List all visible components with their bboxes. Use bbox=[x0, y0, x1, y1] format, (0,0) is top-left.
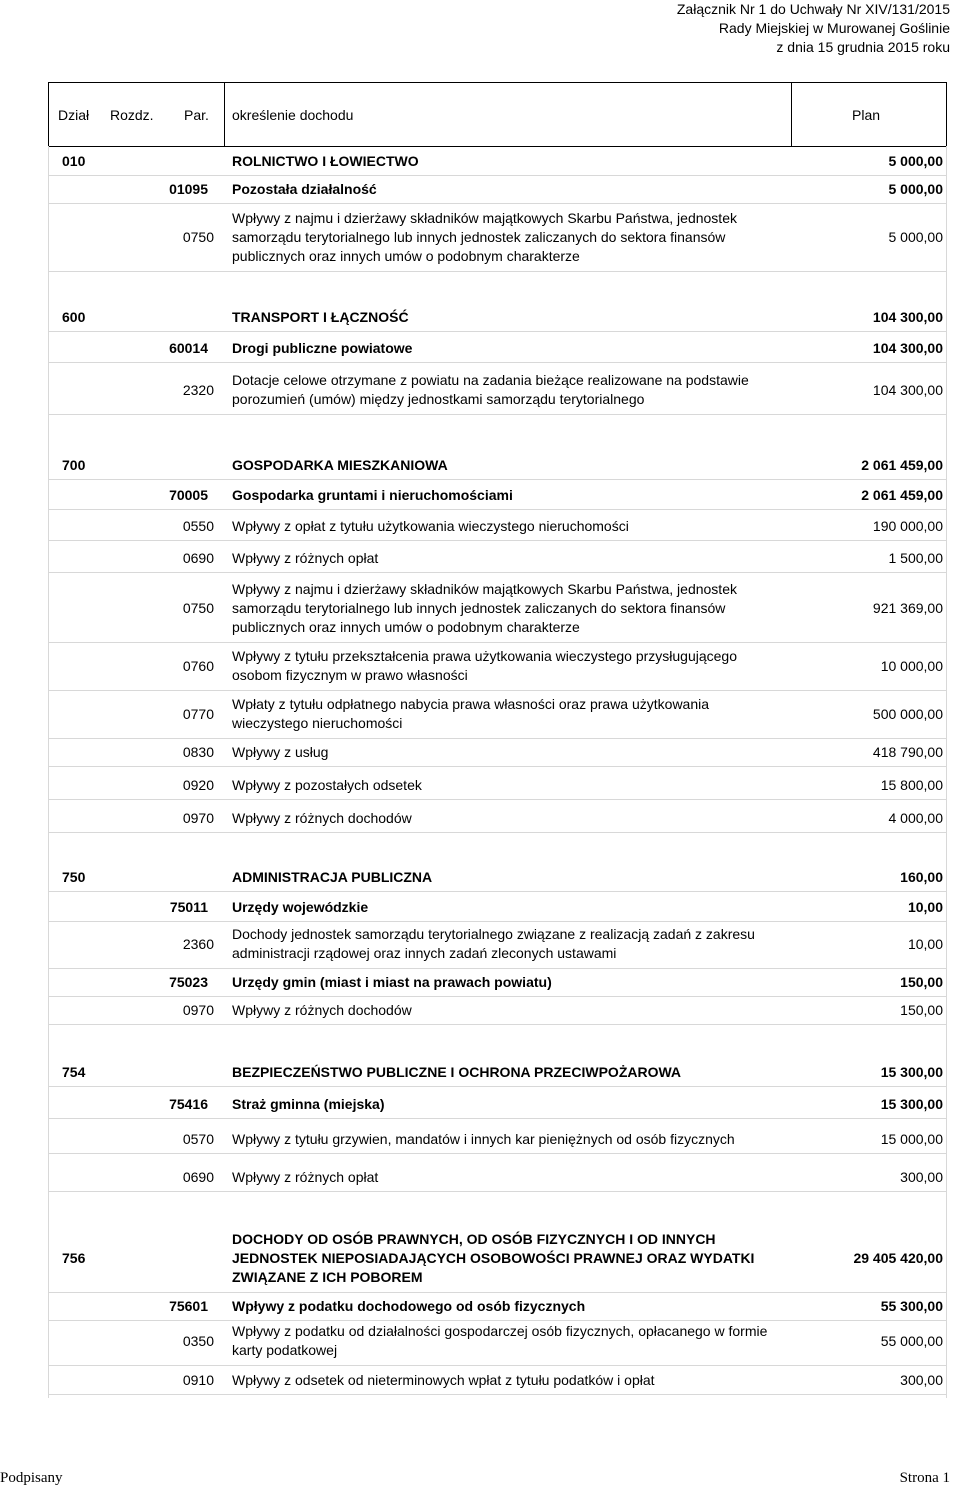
description: Wpływy z odsetek od nieterminowych wpłat z tytułu podatków i opłat bbox=[232, 1371, 655, 1388]
par-code: 0910 bbox=[182, 1372, 214, 1388]
paragraph-row bbox=[48, 645, 947, 687]
description: Urzędy gmin (miast i miast na prawach powiatu) bbox=[232, 973, 552, 990]
plan-value: 29 405 420,00 bbox=[853, 1250, 943, 1266]
paragraph-row bbox=[48, 741, 947, 763]
par-code: 0830 bbox=[182, 744, 214, 760]
paragraph-row bbox=[48, 547, 947, 569]
chapter-row bbox=[48, 896, 947, 918]
dzial-code: 700 bbox=[62, 457, 86, 473]
plan-value: 10,00 bbox=[907, 899, 943, 915]
description: Wpłaty z tytułu odpłatnego nabycia prawa własności oraz prawa użytkowania wieczystego nieruchomości bbox=[232, 696, 710, 731]
par-code: 0770 bbox=[182, 706, 214, 722]
paragraph-row bbox=[48, 369, 947, 411]
section-row bbox=[48, 454, 947, 476]
column-header-rozdz: Rozdz. bbox=[110, 107, 154, 123]
section-row bbox=[48, 306, 947, 328]
rule-line bbox=[48, 203, 947, 204]
plan-value: 300,00 bbox=[900, 1372, 943, 1388]
section-row bbox=[48, 1227, 947, 1289]
plan-value: 10,00 bbox=[907, 936, 943, 952]
rule-line bbox=[48, 766, 947, 767]
par-code: 0920 bbox=[182, 777, 214, 793]
page-number: Strona 1 bbox=[899, 1470, 950, 1486]
par-code: 0970 bbox=[182, 810, 214, 826]
plan-value: 104 300,00 bbox=[872, 309, 943, 325]
plan-value: 418 790,00 bbox=[872, 744, 943, 760]
plan-value: 160,00 bbox=[900, 869, 943, 885]
column-header-par: Par. bbox=[184, 107, 209, 123]
dzial-code: 750 bbox=[62, 869, 86, 885]
paragraph-row bbox=[48, 999, 947, 1021]
signed-label: Podpisany bbox=[0, 1470, 63, 1486]
section-row bbox=[48, 1061, 947, 1083]
paragraph-row bbox=[48, 1320, 947, 1362]
description: Wpływy z różnych opłat bbox=[232, 549, 379, 566]
column-header-opis: określenie dochodu bbox=[232, 107, 354, 123]
plan-value: 55 000,00 bbox=[880, 1333, 943, 1349]
description: Pozostała działalność bbox=[232, 180, 377, 197]
description: ROLNICTWO I ŁOWIECTWO bbox=[232, 152, 419, 169]
rule-line bbox=[48, 1191, 947, 1192]
chapter-row bbox=[48, 178, 947, 200]
plan-value: 5 000,00 bbox=[888, 153, 943, 169]
rule-line bbox=[48, 175, 947, 176]
rule-line bbox=[48, 362, 947, 363]
plan-value: 500 000,00 bbox=[872, 706, 943, 722]
plan-value: 104 300,00 bbox=[872, 382, 943, 398]
description: Wpływy z najmu i dzierżawy składników majątkowych Skarbu Państwa, jednostek samorządu terytorialnego lub innych jednostek zaliczanych do sektora finansów publicznych oraz innych umów o podobnym charakterze bbox=[232, 580, 737, 635]
par-code: 0750 bbox=[182, 600, 214, 616]
par-code: 2320 bbox=[182, 382, 214, 398]
par-code: 0550 bbox=[182, 518, 214, 534]
rule-line bbox=[48, 891, 947, 892]
paragraph-row bbox=[48, 1369, 947, 1391]
description: Wpływy z podatku dochodowego od osób fizycznych bbox=[232, 1297, 586, 1314]
par-code: 0690 bbox=[182, 1169, 214, 1185]
rule-line bbox=[48, 1118, 947, 1119]
plan-value: 150,00 bbox=[900, 1002, 943, 1018]
rule-line bbox=[48, 996, 947, 997]
description: Wpływy z podatku od działalności gospodarczej osób fizycznych, opłacanego w formie karty podatkowej bbox=[232, 1323, 768, 1358]
section-row bbox=[48, 866, 947, 888]
plan-value: 5 000,00 bbox=[888, 229, 943, 245]
rule-line bbox=[48, 690, 947, 691]
rozdz-code: 01095 bbox=[169, 181, 208, 197]
description: Wpływy z różnych dochodów bbox=[232, 809, 412, 826]
paragraph-row bbox=[48, 206, 947, 268]
paragraph-row bbox=[48, 577, 947, 639]
plan-value: 104 300,00 bbox=[872, 340, 943, 356]
description: DOCHODY OD OSÓB PRAWNYCH, OD OSÓB FIZYCZNYCH I OD INNYCH JEDNOSTEK NIEPOSIADAJĄCYCH OSOBOWOŚCI PRAWNEJ ORAZ WYDATKI ZWIĄZANE Z ICH POBOREM bbox=[232, 1230, 755, 1285]
rule-line bbox=[48, 479, 947, 480]
rule-line bbox=[48, 921, 947, 922]
description: Straż gminna (miejska) bbox=[232, 1095, 385, 1112]
plan-value: 2 061 459,00 bbox=[861, 457, 943, 473]
plan-value: 15 300,00 bbox=[880, 1096, 943, 1112]
description: GOSPODARKA MIESZKANIOWA bbox=[232, 456, 448, 473]
plan-value: 15 300,00 bbox=[880, 1064, 943, 1080]
column-header-plan: Plan bbox=[852, 107, 881, 123]
paragraph-row bbox=[48, 774, 947, 796]
dzial-code: 754 bbox=[62, 1064, 86, 1080]
plan-value: 2 061 459,00 bbox=[861, 487, 943, 503]
par-code: 0750 bbox=[182, 229, 214, 245]
par-code: 2360 bbox=[182, 936, 214, 952]
rule-line bbox=[48, 331, 947, 332]
plan-value: 10 000,00 bbox=[880, 658, 943, 674]
par-code: 0570 bbox=[182, 1131, 214, 1147]
rule-line bbox=[48, 799, 947, 800]
column-header-dzial: Dział bbox=[58, 107, 90, 123]
rozdz-code: 75023 bbox=[169, 974, 208, 990]
description: Gospodarka gruntami i nieruchomościami bbox=[232, 486, 513, 503]
rule-line bbox=[946, 146, 947, 1398]
par-code: 0690 bbox=[182, 550, 214, 566]
rule-line bbox=[48, 738, 947, 739]
document-header bbox=[677, 0, 950, 57]
plan-value: 150,00 bbox=[900, 974, 943, 990]
plan-value: 5 000,00 bbox=[888, 181, 943, 197]
par-code: 0350 bbox=[182, 1333, 214, 1349]
rule-line bbox=[48, 968, 947, 969]
plan-value: 921 369,00 bbox=[872, 600, 943, 616]
rule-line bbox=[48, 1320, 947, 1321]
description: Wpływy z różnych dochodów bbox=[232, 1001, 412, 1018]
rule-line bbox=[48, 1365, 947, 1366]
par-code: 0760 bbox=[182, 658, 214, 674]
description: Drogi publiczne powiatowe bbox=[232, 339, 413, 356]
paragraph-row bbox=[48, 515, 947, 537]
rule-line bbox=[48, 414, 947, 415]
header-line-1: Załącznik Nr 1 do Uchwały Nr XIV/131/2015 bbox=[676, 1, 950, 17]
rule-line bbox=[48, 1292, 947, 1293]
plan-value: 15 800,00 bbox=[880, 777, 943, 793]
rozdz-code: 60014 bbox=[169, 340, 208, 356]
rule-line bbox=[48, 271, 947, 272]
rule-line bbox=[48, 1153, 947, 1154]
paragraph-row bbox=[48, 693, 947, 735]
rule-line bbox=[48, 1394, 947, 1395]
plan-value: 55 300,00 bbox=[880, 1298, 943, 1314]
rozdz-code: 75416 bbox=[169, 1096, 208, 1112]
chapter-row bbox=[48, 971, 947, 993]
rule-line bbox=[48, 1086, 947, 1087]
dzial-code: 756 bbox=[62, 1250, 86, 1266]
header-line-3: z dnia 15 grudnia 2015 roku bbox=[776, 39, 950, 55]
description: Dotacje celowe otrzymane z powiatu na zadania bieżące realizowane na podstawie porozumień (umów) między jednostkami samorządu terytorialnego bbox=[232, 372, 749, 407]
plan-value: 190 000,00 bbox=[872, 518, 943, 534]
dzial-code: 600 bbox=[62, 309, 86, 325]
paragraph-row bbox=[48, 1128, 947, 1150]
plan-value: 1 500,00 bbox=[888, 550, 943, 566]
description: Wpływy z usług bbox=[232, 743, 329, 760]
description: Wpływy z pozostałych odsetek bbox=[232, 776, 422, 793]
plan-value: 15 000,00 bbox=[880, 1131, 943, 1147]
chapter-row bbox=[48, 337, 947, 359]
paragraph-row bbox=[48, 1166, 947, 1188]
section-row bbox=[48, 150, 947, 172]
description: Wpływy z tytułu grzywien, mandatów i innych kar pieniężnych od osób fizycznych bbox=[232, 1130, 735, 1147]
rozdz-code: 75601 bbox=[169, 1298, 208, 1314]
description: ADMINISTRACJA PUBLICZNA bbox=[232, 868, 433, 885]
rule-line bbox=[48, 832, 947, 833]
chapter-row bbox=[48, 1093, 947, 1115]
rozdz-code: 75011 bbox=[169, 899, 208, 915]
rule-line bbox=[48, 509, 947, 510]
description: Wpływy z różnych opłat bbox=[232, 1168, 379, 1185]
description: TRANSPORT I ŁĄCZNOŚĆ bbox=[232, 308, 409, 325]
dzial-code: 010 bbox=[62, 153, 86, 169]
description: Wpływy z tytułu przekształcenia prawa użytkowania wieczystego przysługującego osobom fizycznym w prawo własności bbox=[232, 648, 737, 683]
rozdz-code: 70005 bbox=[169, 487, 208, 503]
chapter-row bbox=[48, 484, 947, 506]
header-line-2: Rady Miejskiej w Murowanej Goślinie bbox=[718, 20, 950, 36]
rule-line bbox=[48, 642, 947, 643]
description: Urzędy wojewódzkie bbox=[232, 898, 369, 915]
paragraph-row bbox=[48, 807, 947, 829]
plan-value: 4 000,00 bbox=[888, 810, 943, 826]
chapter-row bbox=[48, 1295, 947, 1317]
par-code: 0970 bbox=[182, 1002, 214, 1018]
plan-value: 300,00 bbox=[900, 1169, 943, 1185]
description: Wpływy z najmu i dzierżawy składników majątkowych Skarbu Państwa, jednostek samorządu terytorialnego lub innych jednostek zaliczanych do sektora finansów publicznych oraz innych umów o podobnym charakterze bbox=[232, 209, 737, 264]
paragraph-row bbox=[48, 923, 947, 965]
description: Wpływy z opłat z tytułu użytkowania wieczystego nieruchomości bbox=[232, 517, 629, 534]
rule-line bbox=[48, 540, 947, 541]
description: Dochody jednostek samorządu terytorialnego związane z realizacją zadań z zakresu administracji rządowej oraz innych zadań zleconych ustawami bbox=[232, 926, 755, 961]
rule-line bbox=[48, 146, 49, 1398]
description: BEZPIECZEŃSTWO PUBLICZNE I OCHRONA PRZECIWPOŻAROWA bbox=[232, 1063, 682, 1080]
rule-line bbox=[48, 1024, 947, 1025]
rule-line bbox=[48, 572, 947, 573]
